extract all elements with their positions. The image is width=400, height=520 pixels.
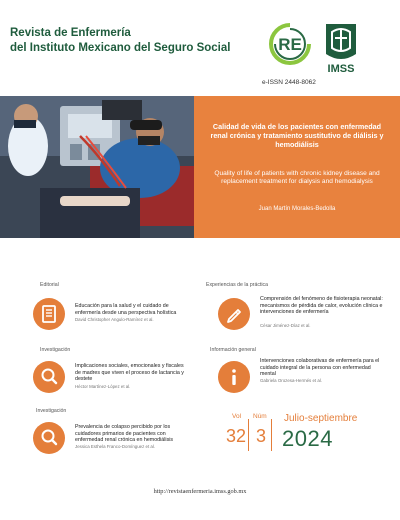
number-separator	[271, 419, 272, 451]
volume-label: Vol	[232, 413, 242, 420]
re-logo	[268, 22, 312, 66]
article-title-research-1[interactable]: Implicaciones sociales, emocionales y fiscales de madres que viven el proceso de lactancia y destete	[75, 363, 184, 383]
article-title-general-info[interactable]: Intervenciones colaborativas de enfermería para el cuidado integral de la persona con enfermedad mental	[260, 358, 380, 378]
book-icon[interactable]	[33, 298, 65, 330]
section-label-editorial: Editorial	[40, 282, 59, 288]
article-title-practice[interactable]: Comprensión del fenómeno de fisioterapia neonatal: mecanismos de pérdida de calor, evolución clínica e intervenciones de enfermería	[260, 296, 383, 316]
pencil-icon[interactable]	[218, 298, 250, 330]
issue-info	[226, 413, 376, 463]
article-author-practice: César Jiménez-Díaz et al.	[260, 323, 311, 328]
section-label-practice: Experiencias de la práctica	[206, 282, 268, 288]
featured-author: Juan Martín Morales-Bedolla	[258, 206, 336, 212]
featured-title-en: Quality of life of patients with chronic kidney disease and replacement treatment for dialysis and hemodialysis	[214, 170, 380, 186]
article-title-editorial[interactable]: Educación para la salud y el cuidado de enfermería desde una perspectiva holística	[75, 303, 177, 316]
section-label-research-2: Investigación	[36, 408, 67, 414]
article-author-research-2: Jessica Esthela Franco-Domínguez et al.	[75, 444, 156, 449]
article-author-research-1: Héctor Martínez-López et al.	[75, 384, 131, 389]
section-label-research-1: Investigación	[40, 347, 71, 353]
volume-number: 32	[226, 426, 247, 446]
article-author-editorial: David Christopher Angulo-Ramírez et al.	[75, 317, 154, 322]
journal-url[interactable]: http://revistaenfermeria.imss.gob.mx	[153, 488, 247, 495]
info-icon[interactable]	[218, 361, 250, 393]
hero-photo-hemodialysis	[0, 96, 194, 238]
issue-year: 2024	[282, 426, 333, 451]
issue-period: Julio-septiembre	[284, 413, 358, 424]
search-icon[interactable]	[33, 422, 65, 454]
volume-separator	[248, 419, 249, 451]
re-logo-text: RE	[278, 35, 302, 54]
featured-banner	[194, 96, 400, 238]
search-icon[interactable]	[33, 361, 65, 393]
journal-title-line2: del Instituto Mexicano del Seguro Social	[10, 42, 231, 54]
section-label-general-info: Información general	[210, 347, 256, 353]
article-author-general-info: Gabriela Orozesa-Hermés et al.	[260, 378, 322, 383]
journal-title	[10, 26, 272, 56]
issn: e-ISSN 2448-8062	[262, 79, 316, 86]
imss-logo-text: IMSS	[327, 63, 355, 75]
featured-title-es: Calidad de vida de los pacientes con enfermedad renal crónica y tratamiento sustitutivo de diálisis y hemodiálisis	[210, 122, 384, 149]
imss-logo	[322, 20, 360, 76]
number-label: Núm	[253, 413, 267, 420]
article-title-research-2[interactable]: Prevalencia de colapso percibido por los cuidadores primarios de pacientes con enfermedad renal crónica en hemodiálisis	[75, 424, 174, 444]
issue-number: 3	[256, 426, 267, 446]
journal-title-line1: Revista de Enfermería	[10, 27, 131, 39]
